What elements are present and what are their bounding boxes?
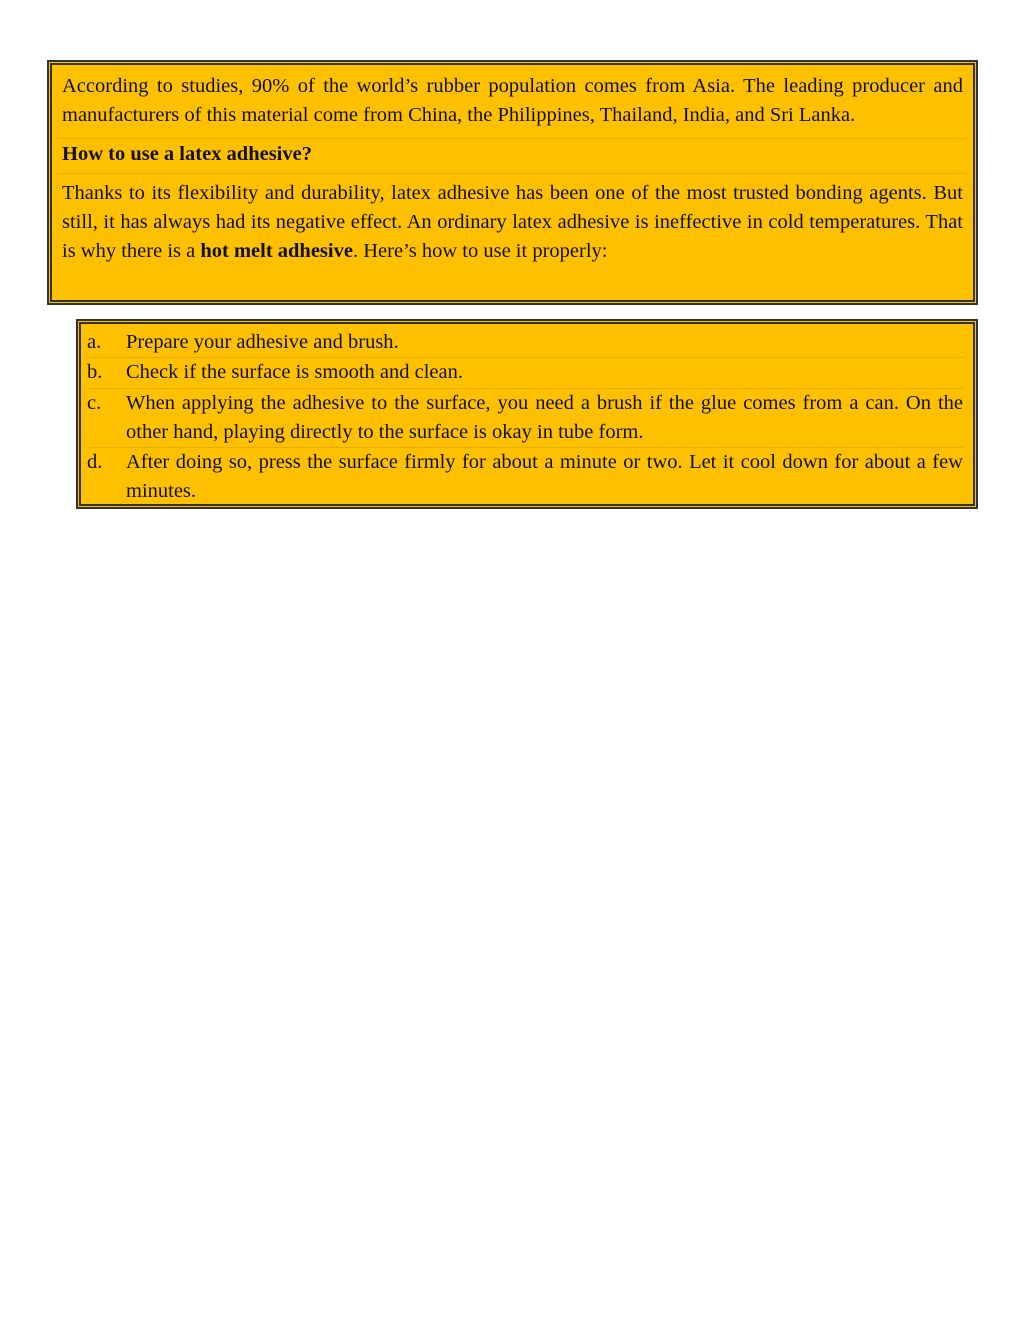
list-item	[87, 448, 963, 507]
list-item-text: Prepare your adhesive and brush.	[126, 331, 399, 353]
latex-adhesive-heading: How to use a latex adhesive?	[62, 142, 312, 165]
list-item-text: After doing so, press the surface firmly for about a minute or two. Let it cool down for about a few minutes.	[126, 451, 963, 503]
list-marker: b.	[87, 361, 103, 384]
paragraph-text-start: Thanks to its flexibility and durability, latex adhesive has been one of the most trusted bonding agents. But still, it has always had its negative effect. An ordinary latex adhesive is ineffective in cold temperatures. That is why there is a	[62, 181, 963, 263]
list-item	[87, 328, 963, 358]
list-marker: c.	[87, 391, 102, 414]
list-marker: d.	[87, 451, 103, 474]
list-item	[87, 389, 963, 449]
steps-list	[81, 324, 973, 507]
steps-box	[76, 319, 978, 509]
hot-melt-adhesive-term: hot melt adhesive	[200, 240, 353, 263]
intro-text-box	[47, 60, 978, 305]
paragraph-text-end: . Here’s how to use it properly:	[352, 240, 608, 263]
list-marker: a.	[87, 331, 102, 353]
list-item-text: Check if the surface is smooth and clean.	[126, 361, 463, 384]
list-item	[87, 358, 963, 388]
rubber-origin-paragraph: According to studies, 90% of the world’s rubber population comes from Asia. The leading producer and manufacturers of this material come from China, the Philippines, Thailand, India, and Sri Lanka.	[62, 75, 963, 127]
list-item-text: When applying the adhesive to the surface, you need a brush if the glue comes from a can. On the other hand, playing directly to the surface is okay in tube form.	[126, 391, 963, 443]
latex-adhesive-paragraph	[52, 174, 973, 267]
